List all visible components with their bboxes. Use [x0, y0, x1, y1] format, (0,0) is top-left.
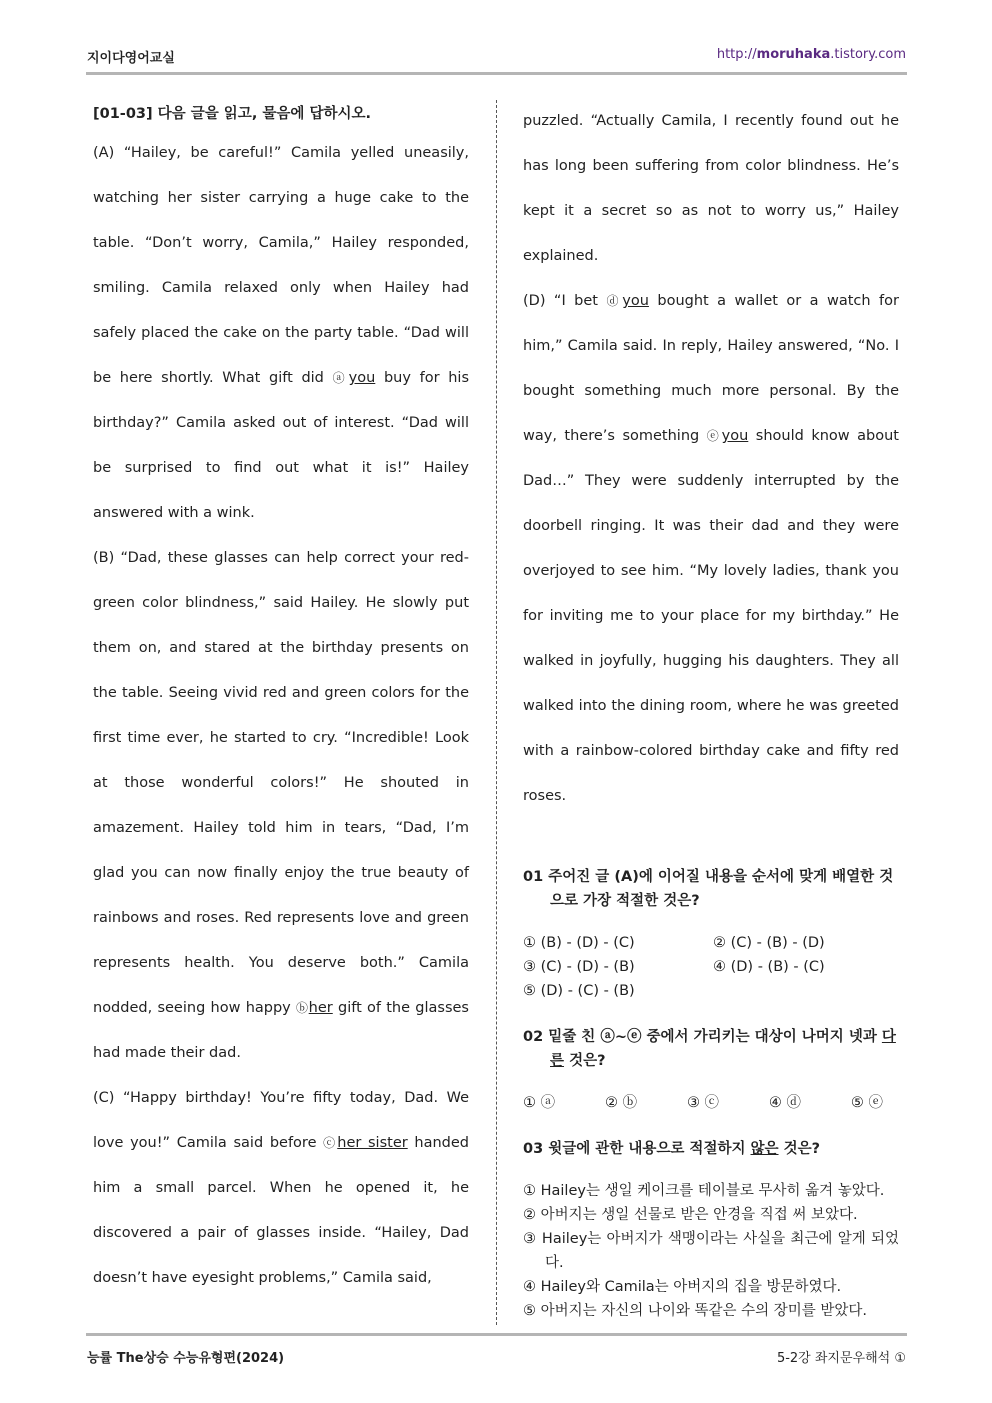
option[interactable]: ④ (D) - (B) - (C)	[713, 959, 825, 975]
statement[interactable]: ④ Hailey와 Camila는 아버지의 집을 방문하였다.	[523, 1279, 842, 1295]
underlined-word: 않은	[750, 1141, 779, 1157]
text: (B) “Dad, these glasses can help correct your red-green color blindness,” said Hailey. He slowly put them on, and stared at the birthday presents on the table. Seeing vivid red and green colors for the first time ever, he started to cry. “Incredible! Look at those wonderful colors!” He shouted in amazement. Hailey told him in tears, “Dad, I’m glad you can now finally enjoy the true beauty of rainbows and roses. Red represents love and green represents health. You deserve both.” Camila nodded, seeing how happy	[93, 550, 469, 1016]
option[interactable]: ① (B) - (D) - (C)	[523, 935, 635, 951]
marker-b: ⓑ	[296, 1001, 309, 1015]
text: gift of the glasses had made their dad.	[93, 1000, 469, 1061]
question-1-title: 01 주어진 글 (A)에 이어질 내용을 순서에 맞게 배열한 것으로 가장 적절한 것은?	[523, 869, 894, 909]
header-site-name: 지이다영어교실	[87, 51, 175, 66]
marker-a: ⓐ	[332, 371, 349, 385]
question-3	[523, 1137, 899, 1323]
text: handed him a small parcel. When he opened it, he discovered a pair of glasses inside. “Hailey, Dad doesn’t have eyesight problems,” Camila said,	[93, 1135, 469, 1286]
question-1-options	[523, 931, 899, 1003]
text: (C) “Happy birthday! You’re fifty today, Dad. We love you!” Camila said before	[93, 1090, 469, 1151]
text: 02 밑줄 친 ⓐ~ⓔ 중에서 가리키는 대상이 나머지 넷과	[523, 1029, 882, 1045]
instruction: [01-03] 다음 글을 읽고, 물음에 답하시오.	[93, 106, 371, 122]
statement[interactable]: ③ Hailey는 아버지가 색맹이라는 사실을 최근에 알게 되었다.	[523, 1231, 899, 1271]
text: bought a wallet or a watch for him,” Camila said. In reply, Hailey answered, “No. I bought something much more personal. By the way, there’s something	[523, 293, 899, 444]
underlined-a: you	[348, 370, 376, 386]
footer-lesson: 5-2강 좌지문우해석 ①	[776, 1351, 906, 1366]
paragraph-b	[93, 536, 469, 1076]
footer-book-title: 능률 The상승 수능유형편(2024)	[87, 1351, 285, 1366]
header-url[interactable]	[717, 47, 906, 62]
header-rule	[86, 72, 907, 75]
paragraph-c-cont: puzzled. “Actually Camila, I recently found out he has long been suffering from color blindness. He’s kept it a secret so as not to worry us,” Hailey explained.	[523, 113, 899, 264]
option[interactable]: ③ ⓒ	[686, 1095, 720, 1111]
underlined-word: 다른	[550, 1029, 896, 1069]
marker-c: ⓒ	[323, 1136, 338, 1150]
underlined-b: her	[308, 1000, 333, 1016]
statement[interactable]: ② 아버지는 생일 선물로 받은 안경을 직접 써 보았다.	[523, 1207, 858, 1223]
column-divider	[496, 100, 497, 1325]
statement[interactable]: ⑤ 아버지는 자신의 나이와 똑같은 수의 장미를 받았다.	[523, 1303, 868, 1319]
left-column	[93, 99, 469, 1301]
question-2	[523, 1025, 899, 1115]
url-bold: moruhaka	[756, 47, 831, 62]
option[interactable]: ⑤ (D) - (C) - (B)	[523, 983, 635, 999]
question-2-title	[523, 1025, 899, 1073]
text: (A) “Hailey, be careful!” Camila yelled uneasily, watching her sister carrying a huge cake to the table. “Don’t worry, Camila,” Hailey responded, smiling. Camila relaxed only when Hailey had safely placed the cake on the party table. “Dad will be here shortly. What gift did	[93, 145, 469, 386]
paragraph-d	[523, 279, 899, 819]
text: 것은?	[778, 1141, 821, 1157]
question-3-statements	[523, 1179, 899, 1323]
option[interactable]: ⑤ ⓔ	[850, 1095, 883, 1111]
underlined-d: you	[622, 293, 649, 309]
option[interactable]: ③ (C) - (D) - (B)	[523, 959, 635, 975]
footer-rule	[86, 1333, 907, 1336]
marker-d: ⓓ	[606, 294, 623, 308]
text: 것은?	[564, 1053, 606, 1069]
question-1	[523, 865, 899, 1003]
text: 03 윗글에 관한 내용으로 적절하지	[523, 1141, 751, 1157]
paragraph-c	[93, 1076, 469, 1301]
text: (D) “I bet	[523, 293, 607, 309]
option[interactable]: ② ⓑ	[604, 1095, 638, 1111]
passage-right	[523, 99, 899, 819]
paragraph-a	[93, 131, 469, 536]
url-prefix: http://	[716, 47, 757, 62]
question-3-title	[523, 1137, 899, 1161]
question-2-options	[523, 1091, 883, 1115]
option[interactable]: ② (C) - (B) - (D)	[713, 935, 825, 951]
underlined-c: her sister	[337, 1135, 408, 1151]
statement[interactable]: ① Hailey는 생일 케이크를 테이블로 무사히 옮겨 놓았다.	[523, 1183, 885, 1199]
text: should know about Dad…” They were suddenly interrupted by the doorbell ringing. It was their dad and they were overjoyed to see him. “My lovely ladies, thank you for inviting me to your place for my birthday.” He walked in joyfully, hugging his daughters. They all walked into the dining room, where he was greeted with a rainbow-colored birthday cake and fifty red roses.	[523, 428, 899, 804]
text: buy for his birthday?” Camila asked out of interest. “Dad will be surprised to find out what it is!” Hailey answered with a wink.	[93, 370, 470, 521]
underlined-e: you	[721, 428, 749, 444]
passage-left	[93, 131, 469, 1301]
option[interactable]: ① ⓐ	[523, 1095, 556, 1111]
marker-e: ⓔ	[706, 429, 722, 443]
url-suffix: .tistory.com	[830, 47, 906, 62]
option[interactable]: ④ ⓓ	[768, 1095, 802, 1111]
right-column	[523, 99, 899, 1323]
